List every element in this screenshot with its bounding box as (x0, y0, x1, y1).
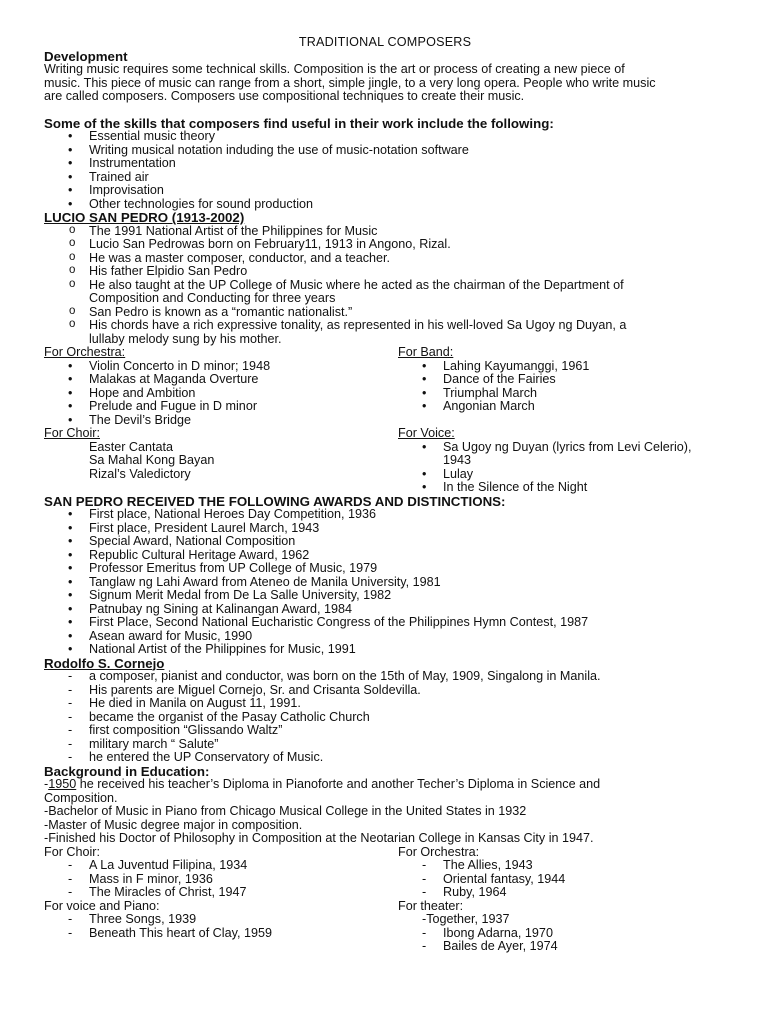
section-label: For Orchestra: (398, 844, 480, 859)
list-item-line: • Sa Ugoy ng Duyan (lyrics from Levi Celerio), (443, 439, 692, 454)
section-label: For voice and Piano: (44, 898, 160, 913)
cornejo-facts-list (44, 670, 752, 765)
list-item: - He died in Manila on August 11, 1991. (44, 697, 752, 711)
list-item: - The Miracles of Christ, 1947 (44, 886, 398, 900)
list-item: - military march “ Salute” (44, 738, 752, 752)
list-item: - Mass in F minor, 1936 (44, 873, 398, 887)
list-item: o San Pedro is known as a “romantic nationalist.” (44, 306, 752, 320)
list-item: - first composition “Glissando Waltz” (44, 724, 752, 738)
list-item: - Ruby, 1964 (398, 886, 752, 900)
list-item (44, 279, 752, 306)
skills-list (44, 130, 752, 211)
list-item: • In the Silence of the Night (398, 481, 752, 495)
education-dash: - (44, 777, 49, 791)
list-item: o His father Elpidio San Pedro (44, 265, 752, 279)
list-item: • First place, President Laurel March, 1943 (44, 522, 752, 536)
list-item: • First Place, Second National Eucharistic Congress of the Philippines Hymn Contest, 1987 (44, 616, 752, 630)
list-item: • Signum Merit Medal from De La Salle University, 1982 (44, 589, 752, 603)
list-item: o Lucio San Pedrowas born on February11, 1913 in Angono, Rizal. (44, 238, 752, 252)
section-label: For Orchestra: (44, 345, 126, 359)
list-item: • Other technologies for sound production (44, 198, 752, 212)
list-item: - became the organist of the Pasay Catholic Church (44, 711, 752, 725)
list-item: • Writing musical notation induding the use of music-notation software (44, 144, 752, 158)
lucio-works-row-1 (44, 346, 752, 427)
paragraph-line: are called composers. Composers use compositional techniques to create their music. (44, 89, 525, 103)
lucio-works-row-2 (44, 427, 752, 495)
lucio-heading: LUCIO SAN PEDRO (1913-2002) (44, 210, 245, 225)
list-item: • Essential music theory (44, 130, 752, 144)
section-label: For Choir: (44, 844, 100, 859)
list-item-line: 1943 (443, 453, 472, 467)
list-item: • Malakas at Maganda Overture (44, 373, 398, 387)
development-heading: Development (44, 48, 128, 64)
skills-heading: Some of the skills that composers find useful in their work include the following: (44, 115, 554, 131)
list-item: - a composer, pianist and conductor, was born on the 15th of May, 1909, Singalong in Manila. (44, 670, 752, 684)
section-label: For Choir: (44, 426, 100, 440)
list-item: - The Allies, 1943 (398, 859, 752, 873)
list-item-line: lullaby melody sung by his mother. (89, 331, 282, 346)
lucio-facts-list (44, 225, 752, 347)
list-item: • Patnubay ng Sining at Kalinangan Award, 1984 (44, 603, 752, 617)
education-year: 1950 (48, 777, 77, 791)
cornejo-theater-column (398, 900, 752, 954)
cornejo-choir-column (44, 846, 398, 900)
list-item (398, 441, 752, 468)
list-item: • Dance of the Fairies (398, 373, 752, 387)
education-line: Composition. (44, 790, 118, 805)
cornejo-works-row-1 (44, 846, 752, 900)
section-label: For Voice: (398, 426, 455, 440)
list-item: - Oriental fantasy, 1944 (398, 873, 752, 887)
list-item: • Improvisation (44, 184, 752, 198)
paragraph-line: Writing music requires some technical skills. Composition is the art or process of creating a new piece of (44, 62, 625, 76)
list-item-line: Composition and Conducting for three years (89, 291, 336, 305)
lucio-voice-column (398, 427, 752, 495)
list-item: • Asean award for Music, 1990 (44, 630, 752, 644)
list-item-line: o His chords have a rich expressive tonality, as represented in his well-loved Sa Ugoy ng Duyan, a (89, 318, 627, 332)
awards-heading: SAN PEDRO RECEIVED THE FOLLOWING AWARDS AND DISTINCTIONS: (44, 493, 506, 509)
lucio-band-column (398, 346, 752, 427)
list-item: - he entered the UP Conservatory of Music. (44, 751, 752, 765)
list-item: Easter Cantata (89, 439, 174, 454)
awards-list (44, 508, 752, 657)
section-label: For theater: (398, 898, 464, 913)
paragraph-line: music. This piece of music can range from a short, simple jingle, to a very long opera. People who write music (44, 75, 656, 90)
education-line: -Finished his Doctor of Philosophy in Composition at the Neotarian College in Kansas City in 1947. (44, 831, 594, 845)
list-item: • Lulay (398, 468, 752, 482)
section-label: For Band: (398, 345, 454, 359)
cornejo-voice-piano-column (44, 900, 398, 954)
list-item: - Beneath This heart of Clay, 1959 (44, 927, 398, 941)
list-item: -Together, 1937 (422, 912, 510, 926)
list-item: • Tanglaw ng Lahi Award from Ateneo de Manila University, 1981 (44, 576, 752, 590)
education-heading: Background in Education: (44, 763, 210, 779)
list-item: • Professor Emeritus from UP College of Music, 1979 (44, 562, 752, 576)
list-item: • Republic Cultural Heritage Award, 1962 (44, 549, 752, 563)
list-item: - His parents are Miguel Cornejo, Sr. and Crisanta Soldevilla. (44, 684, 752, 698)
list-item: • The Devil’s Bridge (44, 414, 398, 428)
list-item: • National Artist of the Philippines for Music, 1991 (44, 643, 752, 657)
page-title: TRADITIONAL COMPOSERS (298, 35, 472, 49)
development-paragraph (44, 63, 752, 104)
lucio-orchestra-column (44, 346, 398, 427)
list-item: • Violin Concerto in D minor; 1948 (44, 360, 398, 374)
list-item: • First place, National Heroes Day Competition, 1936 (44, 508, 752, 522)
cornejo-heading: Rodolfo S. Cornejo (44, 655, 165, 671)
lucio-choir-column (44, 427, 398, 495)
list-item-line: o He also taught at the UP College of Music where he acted as the chairman of the Department of (89, 277, 624, 292)
list-item: - Ibong Adarna, 1970 (398, 927, 752, 941)
list-item: • Angonian March (398, 400, 752, 414)
list-item: o He was a master composer, conductor, and a teacher. (44, 252, 752, 266)
education-line: -Master of Music degree major in composition. (44, 817, 303, 832)
list-item: Rizal’s Valedictory (89, 466, 191, 481)
education-line: -Bachelor of Music in Piano from Chicago Musical College in the United States in 1932 (44, 804, 527, 818)
education-text: he received his teacher’s Diploma in Pianoforte and another Techer’s Diploma in Science and (76, 777, 601, 791)
cornejo-works-row-2 (44, 900, 752, 954)
list-item (44, 319, 752, 346)
cornejo-orchestra-column (398, 846, 752, 900)
list-item: • Instrumentation (44, 157, 752, 171)
list-item: Sa Mahal Kong Bayan (89, 453, 215, 467)
list-item: - A La Juventud Filipina, 1934 (44, 859, 398, 873)
list-item: - Three Songs, 1939 (44, 913, 398, 927)
list-item: • Triumphal March (398, 387, 752, 401)
list-item: • Lahing Kayumanggi, 1961 (398, 360, 752, 374)
list-item: • Special Award, National Composition (44, 535, 752, 549)
list-item: - Bailes de Ayer, 1974 (398, 940, 752, 954)
list-item: • Prelude and Fugue in D minor (44, 400, 398, 414)
education-line (44, 778, 752, 792)
list-item: o The 1991 National Artist of the Philippines for Music (44, 225, 752, 239)
list-item: • Trained air (44, 171, 752, 185)
list-item: • Hope and Ambition (44, 387, 398, 401)
